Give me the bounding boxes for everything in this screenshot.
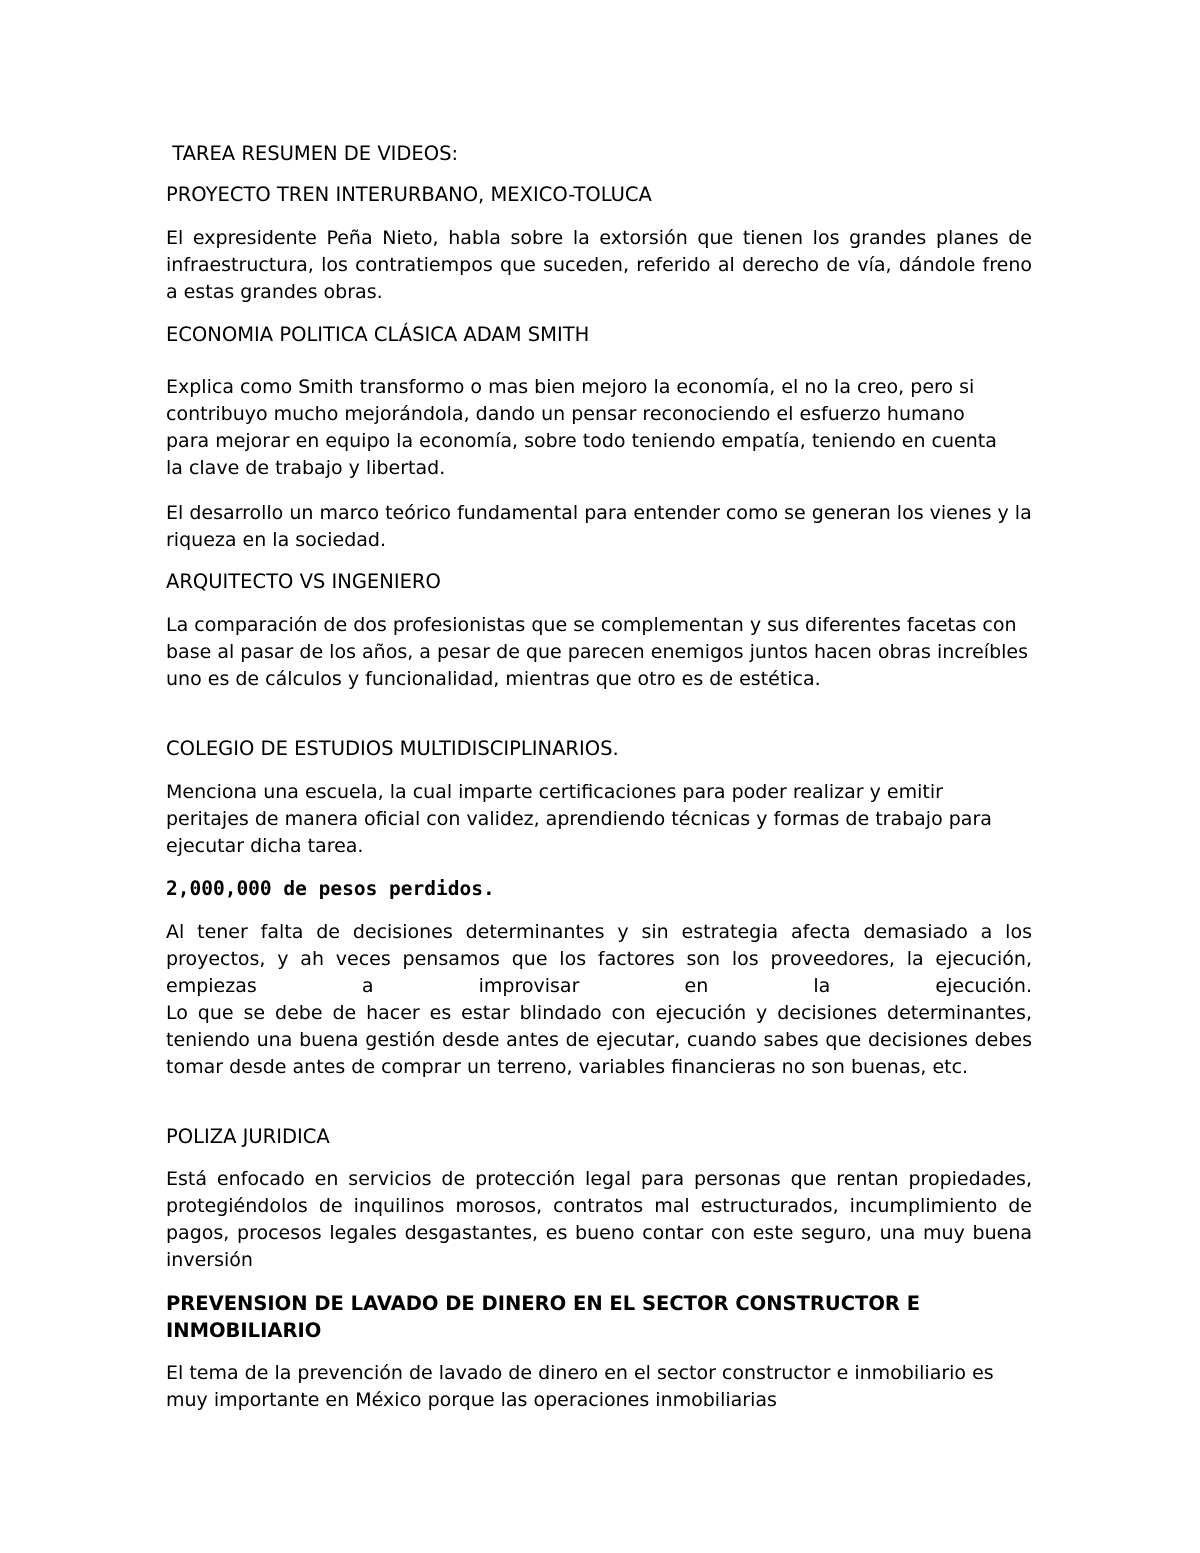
section-smith-body-2 [166,500,1032,554]
section-poliza-heading-block [166,1123,1032,1150]
section-lavado-heading-block [166,1290,1026,1344]
paragraph: El expresidente Peña Nieto, habla sobre la extorsión que tienen los grandes planes de infraestructura, los contratiempos que suceden, referido al derecho de vía, dándole freno a estas grandes obras. [166,227,1032,303]
paragraph: Lo que se debe de hacer es estar blindado con ejecución y decisiones determinantes, teniendo una buena gestión desde antes de ejecutar, cuando sabes que decisiones debes tomar desde antes de comprar un terreno, variables financieras no son buenas, etc. [166,1002,1032,1078]
section-heading: 2,000,000 de pesos perdidos. [166,877,495,900]
section-pesos-body-1 [166,919,1032,1000]
paragraph: El desarrollo un marco teórico fundamental para entender como se generan los vienes y la riqueza en la sociedad. [166,502,1032,551]
section-heading: COLEGIO DE ESTUDIOS MULTIDISCIPLINARIOS. [166,737,619,760]
section-smith-heading-block [166,321,1032,348]
section-pesos-body-2 [166,1000,1032,1081]
paragraph: Menciona una escuela, la cual imparte certificaciones para poder realizar y emitir peritajes de manera oficial con validez, aprendiendo técnicas y formas de trabajo para ejecutar dicha tarea. [166,781,992,857]
paragraph: El tema de la prevención de lavado de dinero en el sector constructor e inmobiliario es muy importante en México porque las operaciones inmobiliarias [166,1362,994,1411]
section-heading: PROYECTO TREN INTERURBANO, MEXICO-TOLUCA [166,183,652,206]
document-title: TAREA RESUMEN DE VIDEOS: [166,142,459,165]
section-tren-body [166,225,1032,306]
paragraph: Al tener falta de decisiones determinantes y sin estrategia afecta demasiado a los proyectos, y ah veces pensamos que los factores son los proveedores, la ejecución, empiezas a improvisar en la ejecución. [166,921,1032,997]
paragraph: Está enfocado en servicios de protección legal para personas que rentan propiedades, protegiéndolos de inquilinos morosos, contratos mal estructurados, incumplimiento de pagos, procesos legales desgastantes, es bueno contar con este seguro, una muy buena inversión [166,1168,1032,1271]
section-arq-heading-block [166,568,1032,595]
section-heading: POLIZA JURIDICA [166,1125,330,1148]
paragraph: La comparación de dos profesionistas que se complementan y sus diferentes facetas con base al pasar de los años, a pesar de que parecen enemigos juntos hacen obras increíbles uno es de cálculos y funcionalidad, mientras que otro es de estética. [166,614,1029,690]
paragraph: Explica como Smith transformo o mas bien mejoro la economía, el no la creo, pero si contribuyo mucho mejorándola, dando un pensar reconociendo el esfuerzo humano para mejorar en equipo la economía, sobre todo teniendo empatía, teniendo en cuenta la clave de trabajo y libertad. [166,376,997,479]
section-tren-heading-block [166,181,1032,208]
section-heading: PREVENSION DE LAVADO DE DINERO EN EL SECTOR CONSTRUCTOR E INMOBILIARIO [166,1292,921,1342]
section-lavado-body [166,1360,1032,1414]
section-poliza-body [166,1166,1032,1274]
section-heading: ARQUITECTO VS INGENIERO [166,570,441,593]
section-pesos-heading-block [166,875,1032,902]
document-title-block [166,140,1032,167]
section-colegio-body [166,779,1016,860]
section-colegio-heading-block [166,735,1032,762]
section-smith-body-1 [166,374,1006,482]
section-heading: ECONOMIA POLITICA CLÁSICA ADAM SMITH [166,323,590,346]
section-arq-body [166,612,1032,693]
